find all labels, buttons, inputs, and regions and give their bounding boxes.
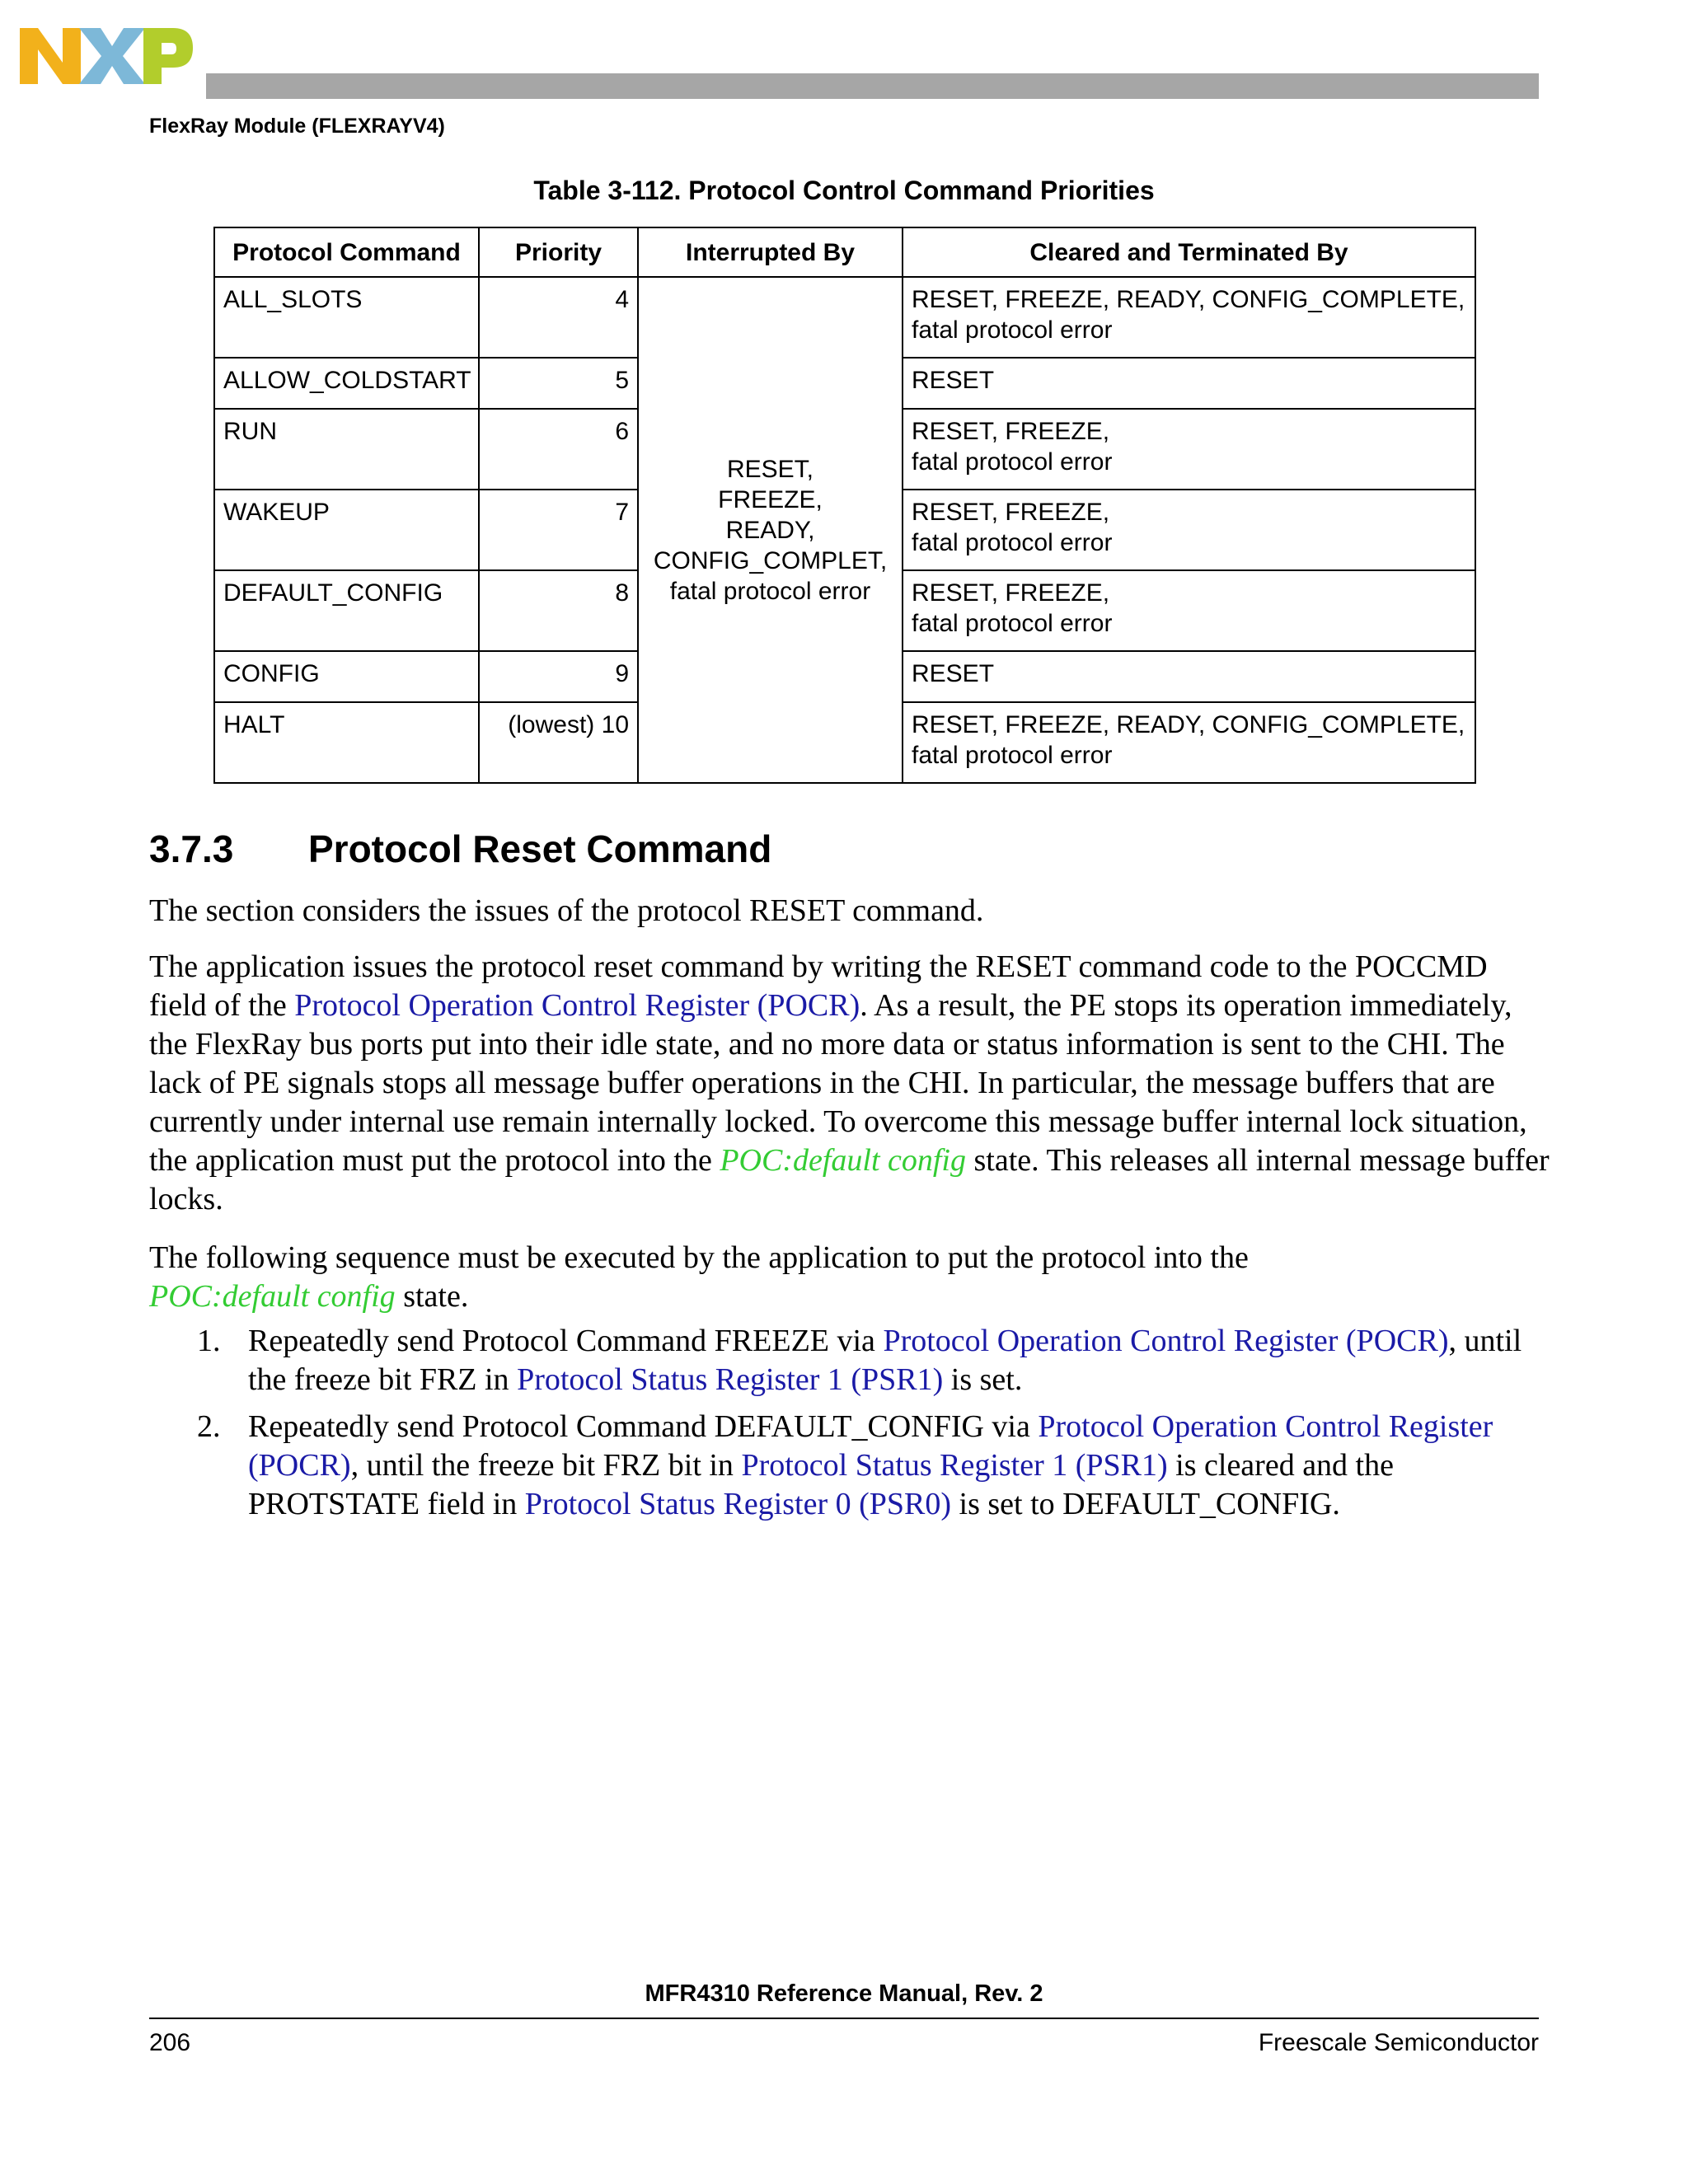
psr1-link[interactable]: Protocol Status Register 1 (PSR1)	[741, 1448, 1168, 1483]
cleared-cell: RESET, FREEZE, fatal protocol error	[903, 409, 1475, 490]
sequence-paragraph	[149, 1239, 1550, 1316]
nxp-logo	[20, 25, 193, 87]
priority-cell: 9	[479, 651, 638, 702]
running-head: FlexRay Module (FLEXRAYV4)	[149, 115, 445, 138]
cleared-cell: RESET	[903, 651, 1475, 702]
interrupted-by-text: RESET, FREEZE, READY, CONFIG_COMPLET, fatal protocol error	[653, 455, 888, 605]
paragraph-text: state. This releases all internal message buffer locks.	[149, 1143, 1550, 1216]
intro-paragraph	[149, 892, 1550, 930]
section-number: 3.7.3	[149, 827, 234, 870]
page-number: 206	[149, 2029, 191, 2056]
paragraph-text: . As a result, the PE stops its operation immediately, the FlexRay bus ports put into their idle state, and no more data or status information is sent to the CHI. The lack of PE signals stops all message buffer operations in the CHI. In particular, the message buffers that are currently under internal use remain internally locked. To overcome this message buffer internal lock situation, the application must put the protocol into the	[149, 988, 1527, 1178]
pocr-link[interactable]: Protocol Operation Control Register (POCR)	[248, 1409, 1493, 1483]
priority-cell: 5	[479, 358, 638, 409]
cleared-cell: RESET, FREEZE, fatal protocol error	[903, 490, 1475, 570]
priority-cell: 6	[479, 409, 638, 490]
command-cell: DEFAULT_CONFIG	[214, 570, 479, 651]
cleared-cell: RESET, FREEZE, READY, CONFIG_COMPLETE, fatal protocol error	[903, 702, 1475, 783]
list-item	[149, 1322, 1550, 1399]
priority-cell: 7	[479, 490, 638, 570]
priority-table	[213, 227, 1476, 784]
paragraph-text: The application issues the protocol reset command by writing the RESET command code to the POCCMD field of the	[149, 949, 1488, 1023]
step-text: Repeatedly send Protocol Command FREEZE via	[248, 1324, 884, 1358]
psr0-link[interactable]: Protocol Status Register 0 (PSR0)	[524, 1487, 952, 1521]
section-heading	[149, 827, 771, 871]
command-cell: HALT	[214, 702, 479, 783]
step-list	[149, 1322, 1550, 1532]
step-number: 2.	[197, 1409, 221, 1444]
section-title: Protocol Reset Command	[308, 827, 772, 870]
command-cell: CONFIG	[214, 651, 479, 702]
pocr-link[interactable]: Protocol Operation Control Register (POCR)	[883, 1324, 1449, 1358]
step-text: , until the freeze bit FRZ in	[248, 1324, 1522, 1397]
header-bar	[206, 73, 1539, 99]
column-header: Interrupted By	[638, 227, 903, 277]
command-cell: ALL_SLOTS	[214, 277, 479, 358]
company-name: Freescale Semiconductor	[1258, 2029, 1539, 2056]
step-text: Repeatedly send Protocol Command DEFAULT_CONFIG via	[248, 1409, 1039, 1444]
paragraph-text: state.	[395, 1279, 469, 1314]
step-text: , until the freeze bit FRZ bit in	[350, 1448, 742, 1483]
step-text: is cleared and the PROTSTATE field in	[248, 1448, 1394, 1521]
column-header: Protocol Command	[214, 227, 479, 277]
command-cell: RUN	[214, 409, 479, 490]
step-number: 1.	[197, 1324, 221, 1358]
footer-divider	[149, 2018, 1539, 2019]
cleared-cell: RESET, FREEZE, fatal protocol error	[903, 570, 1475, 651]
step-text: is set to DEFAULT_CONFIG.	[951, 1487, 1340, 1521]
list-item	[149, 1408, 1550, 1524]
command-cell: WAKEUP	[214, 490, 479, 570]
intro-text: The section considers the issues of the protocol RESET command.	[149, 893, 984, 928]
priority-cell: (lowest) 10	[479, 702, 638, 783]
cleared-cell: RESET, FREEZE, READY, CONFIG_COMPLETE, fatal protocol error	[903, 277, 1475, 358]
cleared-cell: RESET	[903, 358, 1475, 409]
command-cell: ALLOW_COLDSTART	[214, 358, 479, 409]
reset-paragraph	[149, 948, 1550, 1219]
table-row	[214, 277, 1475, 358]
interrupted-by-cell	[638, 277, 903, 783]
poc-default-config-state: POC:default config	[720, 1143, 966, 1178]
poc-default-config-state: POC:default config	[149, 1279, 396, 1314]
psr1-link[interactable]: Protocol Status Register 1 (PSR1)	[517, 1362, 944, 1397]
step-text: is set.	[943, 1362, 1023, 1397]
column-header: Priority	[479, 227, 638, 277]
footer-manual-title: MFR4310 Reference Manual, Rev. 2	[645, 1980, 1043, 2007]
priority-cell: 4	[479, 277, 638, 358]
table-header-row	[214, 227, 1475, 277]
column-header: Cleared and Terminated By	[903, 227, 1475, 277]
paragraph-text: The following sequence must be executed by the application to put the protocol into the	[149, 1240, 1249, 1275]
pocr-link[interactable]: Protocol Operation Control Register (POCR)	[294, 988, 860, 1023]
priority-cell: 8	[479, 570, 638, 651]
table-title: Table 3-112. Protocol Control Command Priorities	[533, 176, 1155, 205]
